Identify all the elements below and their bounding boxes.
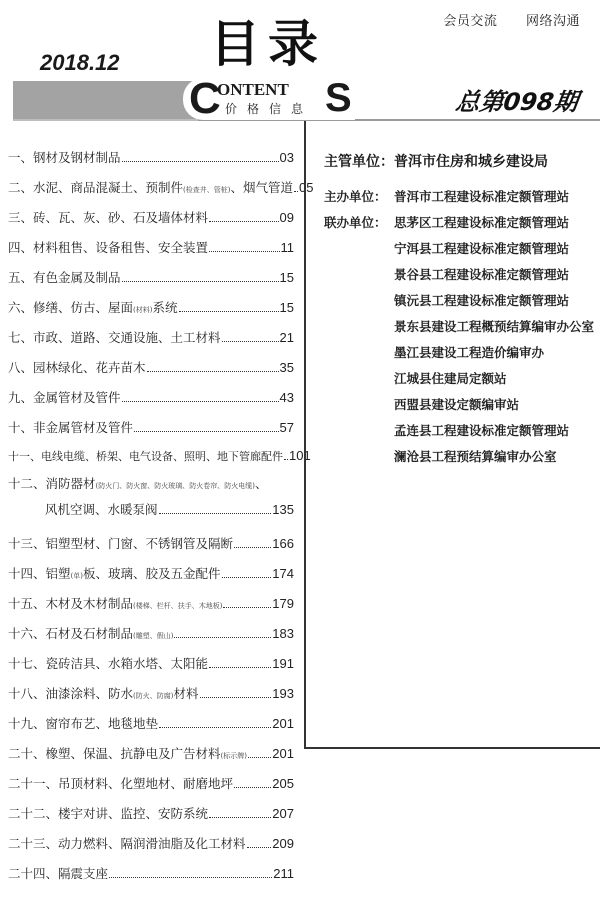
toc-item[interactable]: 九、金属管材及管件 43 (8, 390, 294, 405)
co-unit: 澜沧县工程预结算编审办公室 (394, 449, 557, 464)
co-unit: 宁洱县工程建设标准定额管理站 (394, 241, 570, 256)
page-number: 191 (272, 656, 294, 671)
issue-number: 总第098期 (453, 88, 580, 116)
page-number: 43 (279, 390, 294, 405)
co-unit: 景东县建设工程概预结算编审办公室 (394, 319, 595, 334)
toc-item[interactable]: 六、修缮、仿古、屋面 (材料) 系统 15 (8, 300, 294, 315)
toc-item[interactable]: 二十二、楼宇对讲、监控、安防系统 207 (8, 806, 294, 821)
toc-item[interactable]: 八、园林绿化、花卉苗木 35 (8, 360, 294, 375)
issue-date: 2018.12 (40, 50, 120, 75)
page-number: 03 (279, 150, 294, 165)
toc-item[interactable]: 十七、瓷砖洁具、水箱水塔、太阳能 191 (8, 656, 294, 671)
page-number: 15 (279, 270, 294, 285)
toc-item[interactable]: 二十、橡塑、保温、抗静电及广告材料 (标示牌) 201 (8, 746, 294, 761)
network-link[interactable]: 网络沟通 (525, 14, 580, 29)
page-number: 174 (272, 566, 294, 581)
page-number: 15 (279, 300, 294, 315)
logo-s: S (325, 76, 352, 120)
supervisor-unit: 主管单位：普洱市住房和城乡建设局 (324, 154, 548, 170)
toc-item[interactable]: 三、砖、瓦、灰、砂、石及墙体材料 09 (8, 210, 294, 225)
toc-item[interactable]: 十六、石材及石材制品 (雕塑、假山) 183 (8, 626, 294, 641)
toc-item[interactable]: 二十三、动力燃料、隔润滑油脂及化工材料 209 (8, 836, 294, 851)
page-number: 211 (273, 866, 294, 881)
page-number: 201 (272, 746, 294, 761)
toc-item[interactable]: 风机空调、水暖泵阀 135 (45, 502, 294, 517)
co-unit: 联办单位： 思茅区工程建设标准定额管理站 (324, 215, 570, 230)
toc-item[interactable]: 十、非金属管材及管件 57 (8, 420, 294, 435)
page-title: 目录 (210, 15, 326, 73)
header-gray-bar (13, 81, 198, 119)
page-number: 179 (272, 596, 294, 611)
logo-c: C (189, 74, 221, 123)
divider (13, 119, 198, 121)
page-number: 05 (299, 180, 314, 195)
co-unit: 孟连县工程建设标准定额管理站 (394, 423, 570, 438)
page-number: 101 (289, 448, 311, 463)
page-number: 201 (272, 716, 294, 731)
page-number: 11 (280, 240, 294, 255)
toc-item[interactable]: 二十四、隔震支座 211 (8, 866, 294, 881)
page-number: 207 (272, 806, 294, 821)
table-of-contents (8, 148, 314, 894)
toc-item[interactable]: 四、材料租售、设备租售、安全装置 11 (8, 240, 294, 255)
contents-logo (183, 74, 355, 123)
co-unit: 景谷县工程建设标准定额管理站 (394, 267, 570, 282)
toc-item[interactable]: 十八、油漆涂料、防水 (防火、防腐) 材料 193 (8, 686, 294, 701)
logo-subtitle: 价格信息 (225, 102, 314, 116)
toc-item[interactable]: 十二、消防器材 (防火门、防火窗、防火玻璃、防火卷帘、防火电缆) 、 (8, 476, 268, 491)
page-number: 57 (279, 420, 294, 435)
co-unit: 墨江县建设工程造价编审办 (394, 345, 545, 360)
organizations-panel (304, 121, 600, 749)
logo-word: ONTENT (217, 80, 289, 99)
toc-item[interactable]: 一、钢材及钢材制品 03 (8, 150, 294, 165)
page-number: 35 (279, 360, 294, 375)
toc-item[interactable]: 十一、电线电缆、桥架、电气设备、照明、地下管廊配件 101 (8, 448, 311, 463)
toc-item[interactable]: 七、市政、道路、交通设施、土工材料 21 (8, 330, 294, 345)
page-number: 135 (272, 502, 294, 517)
co-unit: 镇沅县工程建设标准定额管理站 (394, 293, 570, 308)
page-number: 193 (272, 686, 294, 701)
page-number: 166 (272, 536, 294, 551)
toc-item[interactable]: 二、水泥、商品混凝土、预制件 (检查井、管桩) 、烟气管道 05 (8, 180, 314, 195)
toc-item[interactable]: 五、有色金属及制品 15 (8, 270, 294, 285)
page-number: 205 (272, 776, 294, 791)
co-unit: 江城县住建局定额站 (394, 371, 507, 386)
toc-item[interactable]: 十九、窗帘布艺、地毯地垫 201 (8, 716, 294, 731)
co-unit: 西盟县建设定额编审站 (394, 397, 520, 412)
toc-item[interactable]: 十三、铝塑型材、门窗、不锈钢管及隔断 166 (8, 536, 294, 551)
host-unit: 主办单位： 普洱市工程建设标准定额管理站 (324, 189, 570, 204)
page-number: 183 (272, 626, 294, 641)
toc-item[interactable]: 十五、木材及木材制品 (楼梯、栏杆、扶手、木地板) 179 (8, 596, 294, 611)
toc-item[interactable]: 十四、铝塑 (单) 板、玻璃、胶及五金配件 174 (8, 566, 294, 581)
member-exchange-link[interactable]: 会员交流 (443, 14, 498, 29)
top-links (419, 10, 580, 29)
page-number: 09 (279, 210, 294, 225)
page-number: 21 (279, 330, 294, 345)
toc-item[interactable]: 二十一、吊顶材料、化塑地材、耐磨地坪 205 (8, 776, 294, 791)
page-number: 209 (272, 836, 294, 851)
